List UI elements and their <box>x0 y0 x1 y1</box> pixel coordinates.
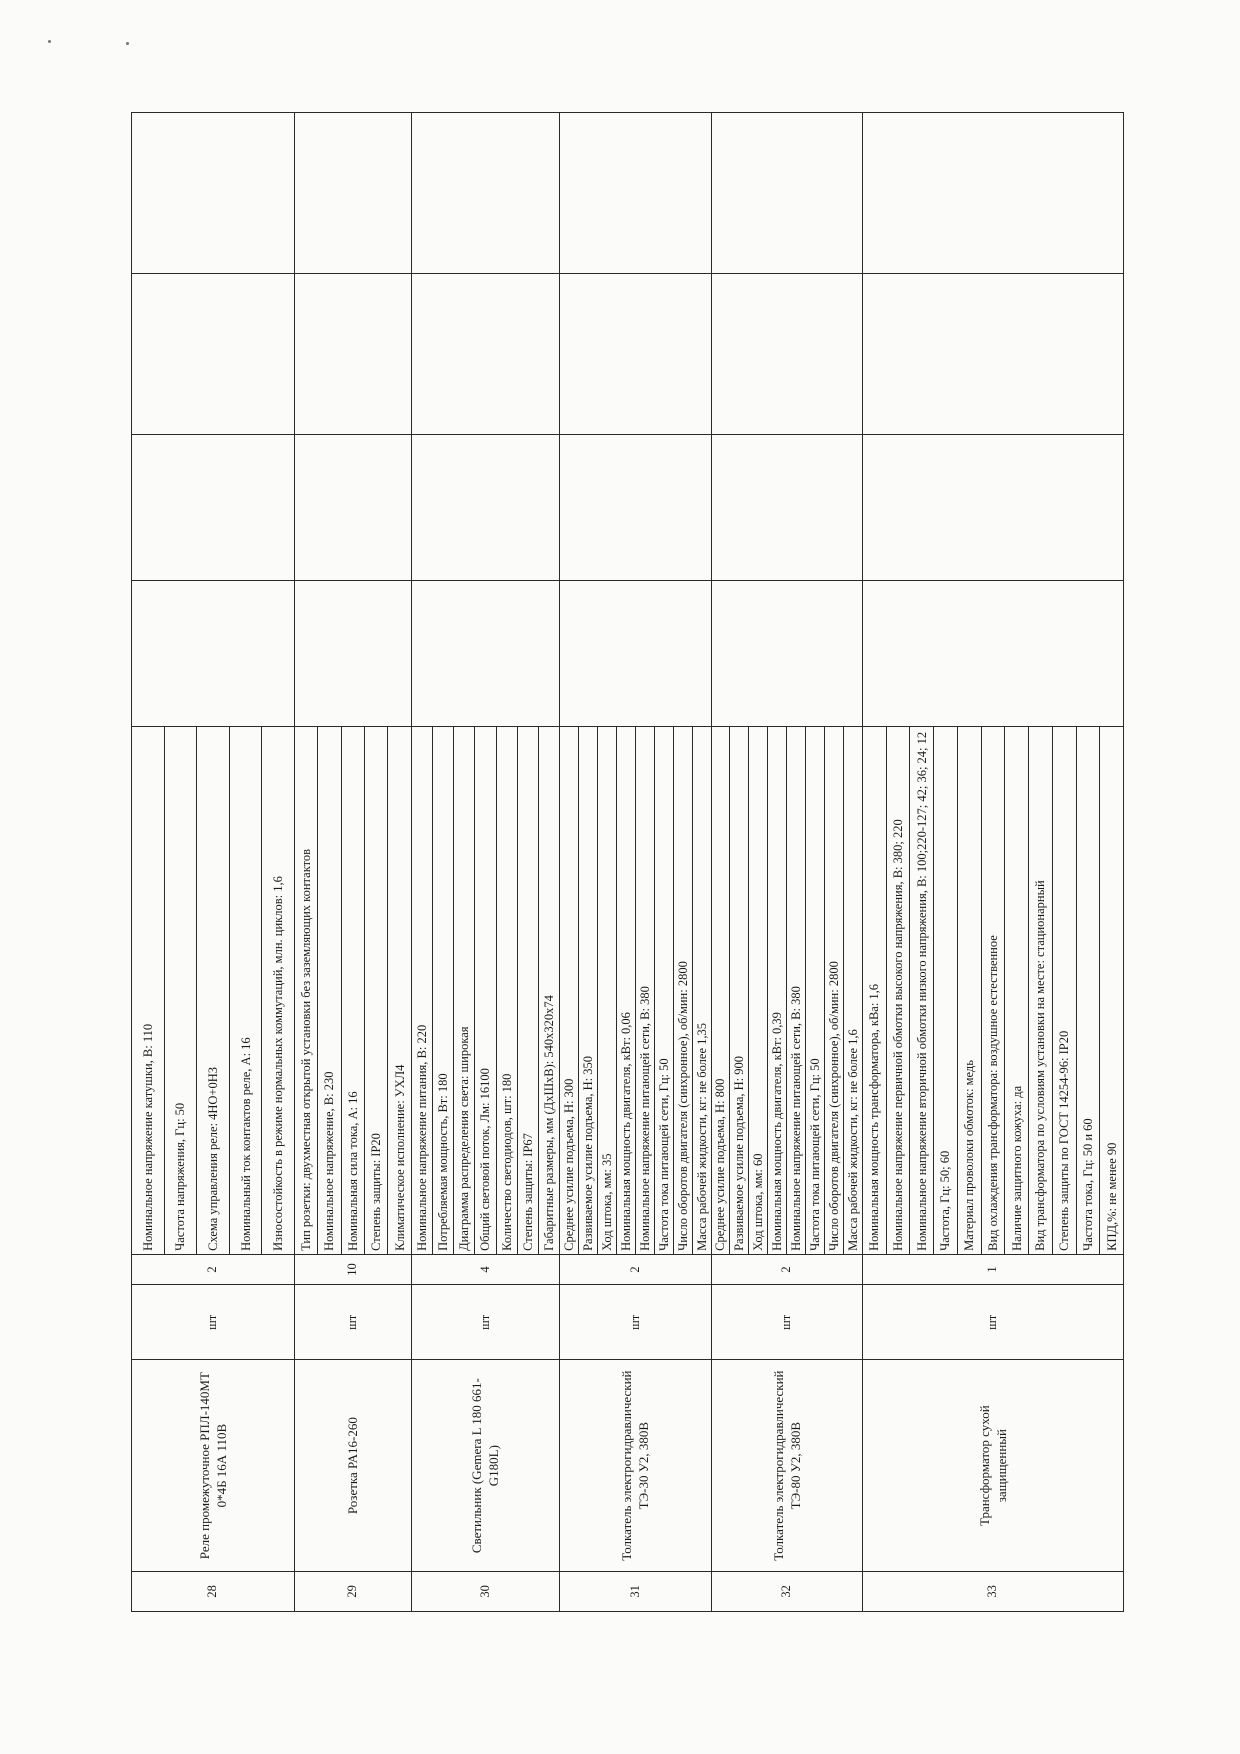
empty-cell <box>560 434 711 580</box>
specification-line: Количество светодиодов, шт: 180 <box>497 727 518 1254</box>
empty-cell <box>132 580 295 726</box>
specification-line: Частота тока питающей сети, Гц: 50 <box>655 727 674 1254</box>
specifications-list <box>712 727 862 1254</box>
empty-cell <box>711 580 862 726</box>
quantity: 2 <box>132 1254 295 1284</box>
table-row <box>560 113 711 1612</box>
specification-line: Износостойкость в режиме нормальных коммутаций, млн. циклов: 1,6 <box>271 876 286 1251</box>
specification-line: Частота тока питающей сети, Гц: 50 <box>806 727 825 1254</box>
specification-line: Номинальное напряжение первичной обмотки высокого напряжения, В: 380; 220 <box>887 727 911 1254</box>
specification-line: Среднее усилие подъема, Н: 800 <box>712 727 731 1254</box>
row-number: 33 <box>862 1571 1123 1611</box>
specification-line: Вид трансформатора по условиям установки на месте: стационарный <box>1029 727 1053 1254</box>
specification-line: Ход штока, мм: 35 <box>598 727 617 1254</box>
item-name: Светильник (Gemera L 180 661-G180L) <box>411 1360 559 1571</box>
empty-cell <box>560 113 711 274</box>
empty-cell <box>560 580 711 726</box>
specification-line: Номинальное напряжение питания, В: 220 <box>412 727 433 1254</box>
specification-line: Номинальное напряжение, В: 230 <box>318 727 341 1254</box>
scan-speck <box>126 42 129 45</box>
table-row <box>132 113 295 1612</box>
specification-line: Номинальное напряжение питающей сети, В: 380 <box>787 727 806 1254</box>
empty-cell <box>711 434 862 580</box>
empty-cell <box>294 580 411 726</box>
quantity: 4 <box>411 1254 559 1284</box>
empty-cell <box>411 113 559 274</box>
specifications-list <box>295 727 411 1254</box>
row-number: 32 <box>711 1571 862 1611</box>
specification-line: Диаграмма распределения света: широкая <box>454 727 475 1254</box>
specifications-cell <box>711 726 862 1254</box>
specification-line: Климатическое исполнение: УХЛ4 <box>392 1064 407 1251</box>
empty-cell <box>411 434 559 580</box>
specification-line: Схема управления реле: 4НО+0НЗ <box>197 727 230 1254</box>
specification-line: Номинальное напряжение катушки, В: 110 <box>132 727 165 1254</box>
empty-cell <box>862 274 1123 435</box>
specification-line: Степень защиты: IP67 <box>518 727 539 1254</box>
empty-cell <box>132 434 295 580</box>
quantity: 2 <box>560 1254 711 1284</box>
specification-line: Степень защиты по ГОСТ 14254-96: IP20 <box>1053 727 1077 1254</box>
specification-line: Номинальное напряжение вторичной обмотки низкого напряжения, В: 100;220-127; 42; 36; 24; 12 <box>910 727 934 1254</box>
specification-line: Степень защиты: IP20 <box>365 727 388 1254</box>
empty-cell <box>411 274 559 435</box>
specifications-list <box>863 727 1123 1254</box>
item-name: Толкатель электрогидравлический ТЭ-80 У2, 380В <box>711 1360 862 1571</box>
specifications-cell <box>294 726 411 1254</box>
empty-cell <box>711 274 862 435</box>
specification-line: Номинальная мощность двигателя, кВт: 0,06 <box>617 727 636 1254</box>
unit-of-measure: шт <box>862 1285 1123 1360</box>
specification-line: Частота, Гц: 50; 60 <box>934 727 958 1254</box>
specification-line: Материал проволоки обмоток: медь <box>958 727 982 1254</box>
specification-line: Номинальное напряжение питающей сети, В: 380 <box>636 727 655 1254</box>
specification-line: Ход штока, мм: 60 <box>749 727 768 1254</box>
specifications-list <box>132 727 294 1254</box>
unit-of-measure: шт <box>132 1285 295 1360</box>
quantity: 2 <box>711 1254 862 1284</box>
specification-line: Масса рабочей жидкости, кг: не более 1,6 <box>845 1029 860 1251</box>
row-number: 28 <box>132 1571 295 1611</box>
specification-line: Число оборотов двигателя (синхронное), об/мин: 2800 <box>674 727 693 1254</box>
specification-line: Номинальная мощность двигателя, кВт: 0,39 <box>768 727 787 1254</box>
specification-line: Наличие защитного кожуха: да <box>1005 727 1029 1254</box>
table-row <box>294 113 411 1612</box>
specification-line: Масса рабочей жидкости, кг: не более 1,35 <box>694 1022 709 1251</box>
specifications-cell <box>411 726 559 1254</box>
specification-line: Габаритные размеры, мм (ДхШхВ): 540х320х74 <box>542 995 557 1251</box>
specification-page <box>131 112 1124 1612</box>
empty-cell <box>560 274 711 435</box>
unit-of-measure: шт <box>411 1285 559 1360</box>
specifications-cell <box>862 726 1123 1254</box>
specifications-cell <box>560 726 711 1254</box>
specifications-list <box>560 727 710 1254</box>
empty-cell <box>411 580 559 726</box>
unit-of-measure: шт <box>294 1285 411 1360</box>
table-row <box>411 113 559 1612</box>
row-number: 31 <box>560 1571 711 1611</box>
empty-cell <box>862 580 1123 726</box>
empty-cell <box>132 113 295 274</box>
table-row <box>862 113 1123 1612</box>
specification-line: Частота напряжения, Гц: 50 <box>165 727 198 1254</box>
item-name: Трансформатор сухой защищенный <box>862 1360 1123 1571</box>
specification-line: Частота тока, Гц: 50 и 60 <box>1077 727 1101 1254</box>
specification-line: Вид охлаждения трансформатора: воздушное естественное <box>982 727 1006 1254</box>
empty-cell <box>294 113 411 274</box>
table-row <box>711 113 862 1612</box>
specification-line: Развиваемое усилие подъема, Н: 350 <box>579 727 598 1254</box>
specifications-cell <box>132 726 295 1254</box>
specification-line: Потребляемая мощность, Вт: 180 <box>433 727 454 1254</box>
specification-line: Среднее усилие подъема, Н: 300 <box>560 727 579 1254</box>
row-number: 30 <box>411 1571 559 1611</box>
quantity: 10 <box>294 1254 411 1284</box>
specification-table <box>131 112 1124 1612</box>
specification-line: Число оборотов двигателя (синхронное), об/мин: 2800 <box>825 727 844 1254</box>
empty-cell <box>711 113 862 274</box>
quantity: 1 <box>862 1254 1123 1284</box>
item-name: Толкатель электрогидравлический ТЭ-30 У2, 380В <box>560 1360 711 1571</box>
specification-line: Развиваемое усилие подъема, Н: 900 <box>730 727 749 1254</box>
empty-cell <box>132 274 295 435</box>
specification-line: Общий световой поток, Лм: 16100 <box>475 727 496 1254</box>
empty-cell <box>294 434 411 580</box>
item-name: Розетка РА16-260 <box>294 1360 411 1571</box>
specification-line: Номинальная сила тока, А: 16 <box>342 727 365 1254</box>
scan-speck <box>48 40 51 43</box>
specification-line: Номинальная мощность трансформатора, кВа: 1,6 <box>863 727 887 1254</box>
empty-cell <box>862 113 1123 274</box>
specification-line: Номинальный ток контактов реле, А: 16 <box>230 727 263 1254</box>
unit-of-measure: шт <box>711 1285 862 1360</box>
specification-line: Тип розетки: двухместная открытой установки без заземляющих контактов <box>295 727 318 1254</box>
empty-cell <box>862 434 1123 580</box>
specifications-list <box>412 727 559 1254</box>
unit-of-measure: шт <box>560 1285 711 1360</box>
row-number: 29 <box>294 1571 411 1611</box>
item-name: Реле промежуточное РПЛ-140МТ 0*4Б 16А 110В <box>132 1360 295 1571</box>
empty-cell <box>294 274 411 435</box>
specification-line: КПД,%: не менее 90 <box>1104 1142 1119 1251</box>
